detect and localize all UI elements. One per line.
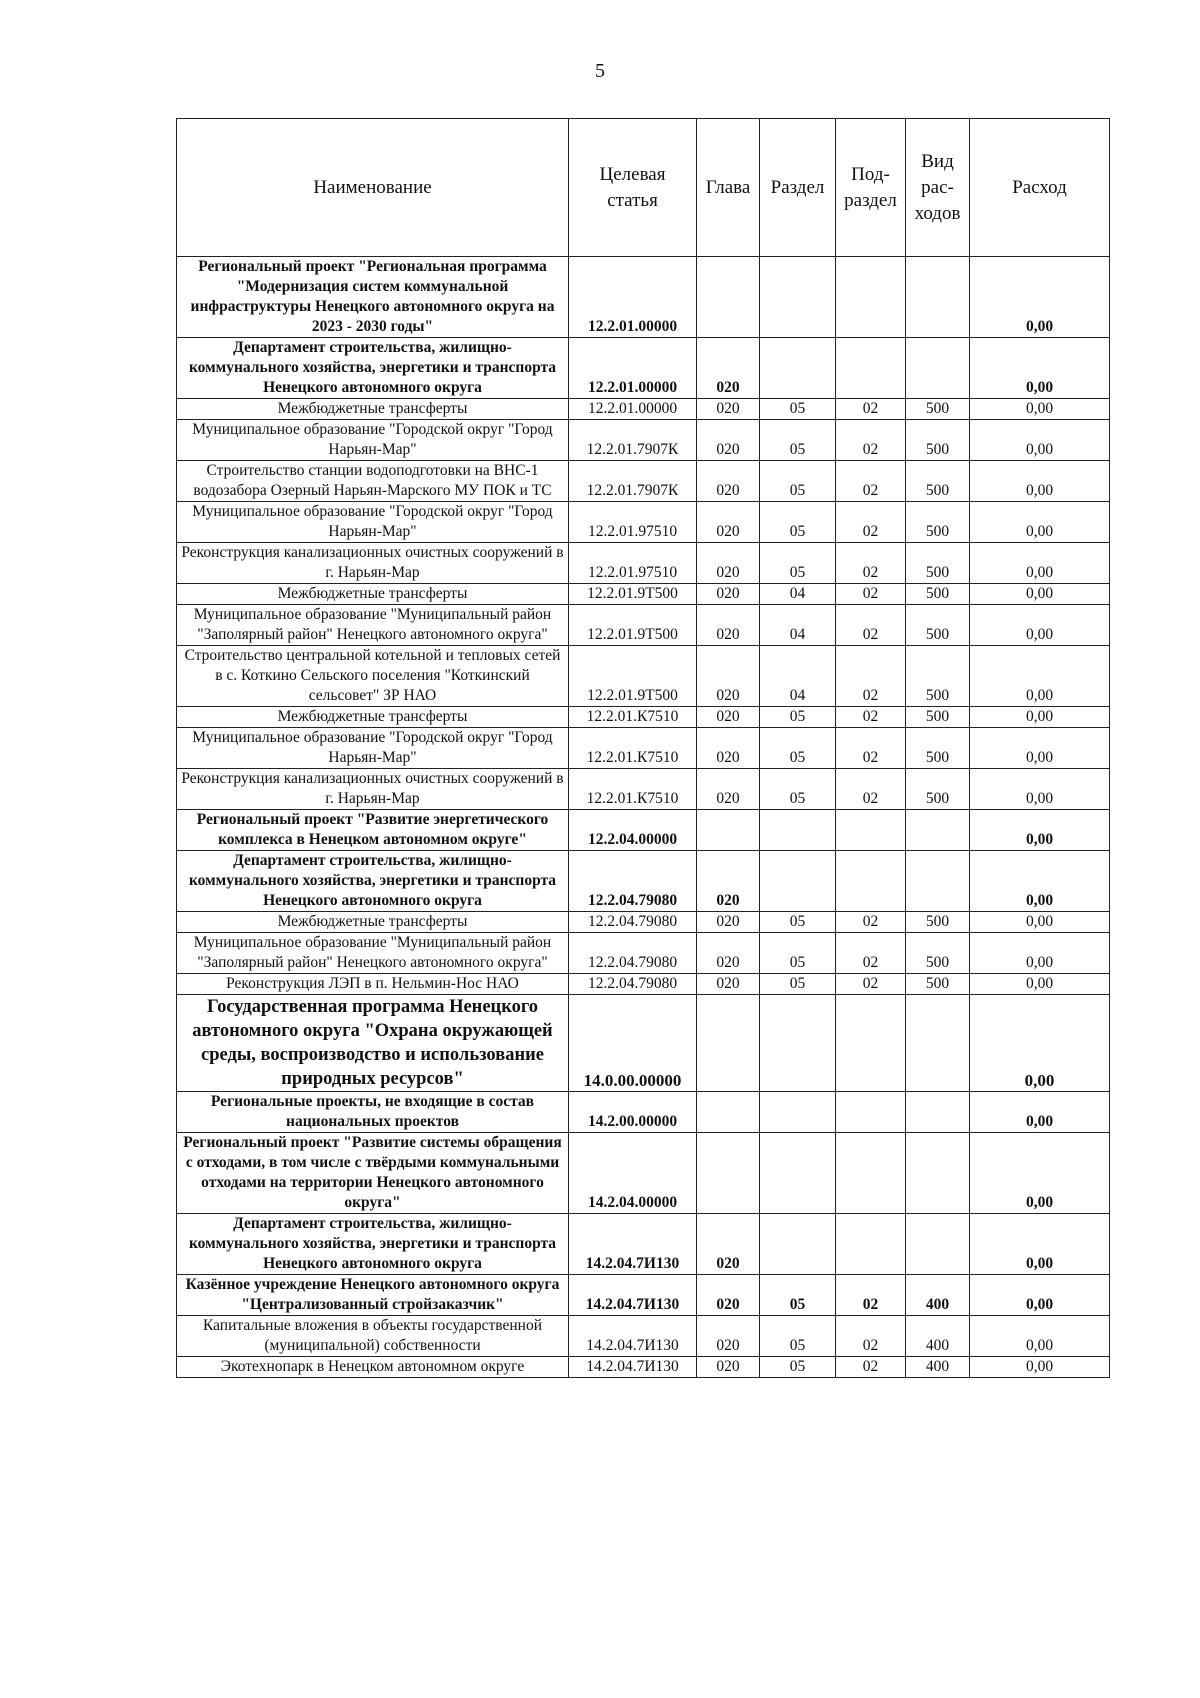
cell-amount: 0,00 [970,1275,1110,1316]
table-row [177,851,1110,912]
cell-expense-type: 500 [906,912,970,933]
cell-expense-type: 400 [906,1275,970,1316]
table-row [177,707,1110,728]
cell-name: Департамент строительства, жилищно-коммунального хозяйства, энергетики и транспорта Ненецкого автономного округа [177,338,569,399]
page-number: 5 [595,60,605,82]
cell-section [760,257,836,338]
cell-expense-type: 400 [906,1316,970,1357]
cell-target: 12.2.01.00000 [569,257,697,338]
cell-target: 14.2.04.7И130 [569,1275,697,1316]
cell-target: 12.2.01.97510 [569,502,697,543]
cell-expense-type: 500 [906,502,970,543]
cell-chapter: 020 [697,933,760,974]
table-row [177,974,1110,995]
cell-subsection: 02 [836,769,906,810]
cell-name: Муниципальное образование "Городской округ "Город Нарьян-Мар" [177,502,569,543]
cell-expense-type [906,1214,970,1275]
table-row [177,995,1110,1092]
cell-amount: 0,00 [970,933,1110,974]
cell-name: Региональный проект "Развитие энергетического комплекса в Ненецком автономном округе" [177,810,569,851]
cell-section: 05 [760,502,836,543]
header-chapter: Глава [697,119,760,257]
cell-subsection: 02 [836,584,906,605]
table-row [177,420,1110,461]
cell-subsection: 02 [836,543,906,584]
cell-chapter [697,810,760,851]
cell-section [760,810,836,851]
cell-name: Муниципальное образование "Муниципальный район "Заполярный район" Ненецкого автономного округа" [177,933,569,974]
table-row [177,1275,1110,1316]
cell-amount: 0,00 [970,1092,1110,1133]
cell-chapter: 020 [697,707,760,728]
cell-target: 14.2.04.7И130 [569,1357,697,1378]
table-row [177,605,1110,646]
cell-subsection [836,257,906,338]
cell-target: 12.2.01.9Т500 [569,584,697,605]
table-row [177,502,1110,543]
cell-expense-type: 500 [906,420,970,461]
table-row [177,338,1110,399]
cell-expense-type: 500 [906,728,970,769]
cell-expense-type: 500 [906,584,970,605]
table-row [177,1357,1110,1378]
cell-amount: 0,00 [970,605,1110,646]
cell-section [760,338,836,399]
cell-section [760,1133,836,1214]
cell-section: 04 [760,584,836,605]
cell-target: 12.2.01.9Т500 [569,605,697,646]
cell-expense-type [906,1092,970,1133]
cell-target: 12.2.01.К7510 [569,707,697,728]
table-row [177,728,1110,769]
cell-subsection: 02 [836,912,906,933]
table-row [177,584,1110,605]
table-row [177,543,1110,584]
cell-subsection: 02 [836,502,906,543]
cell-name: Региональный проект "Развитие системы обращения с отходами, в том числе с твёрдыми коммунальными отходами на территории Ненецкого автономного округа" [177,1133,569,1214]
cell-name: Межбюджетные трансферты [177,584,569,605]
table-row [177,933,1110,974]
cell-subsection: 02 [836,646,906,707]
cell-chapter [697,257,760,338]
cell-chapter [697,995,760,1092]
table-row [177,646,1110,707]
cell-amount: 0,00 [970,646,1110,707]
cell-target: 14.2.04.00000 [569,1133,697,1214]
cell-target: 12.2.04.00000 [569,810,697,851]
cell-section: 04 [760,605,836,646]
table-row [177,769,1110,810]
cell-target: 12.2.01.00000 [569,399,697,420]
cell-amount: 0,00 [970,257,1110,338]
cell-name: Реконструкция канализационных очистных сооружений в г. Нарьян-Мар [177,769,569,810]
cell-target: 12.2.04.79080 [569,851,697,912]
cell-chapter: 020 [697,605,760,646]
header-name: Наименование [177,119,569,257]
cell-amount: 0,00 [970,810,1110,851]
cell-target: 12.2.01.К7510 [569,728,697,769]
cell-name: Реконструкция ЛЭП в п. Нельмин-Нос НАО [177,974,569,995]
cell-subsection: 02 [836,399,906,420]
cell-target: 12.2.01.00000 [569,338,697,399]
cell-chapter: 020 [697,420,760,461]
cell-subsection [836,995,906,1092]
cell-expense-type: 500 [906,461,970,502]
cell-expense-type: 400 [906,1357,970,1378]
cell-amount: 0,00 [970,707,1110,728]
cell-target: 14.2.00.00000 [569,1092,697,1133]
cell-subsection [836,851,906,912]
cell-name: Государственная программа Ненецкого автономного округа "Охрана окружающей среды, воспроизводство и использование природных ресурсов" [177,995,569,1092]
cell-name: Департамент строительства, жилищно-коммунального хозяйства, энергетики и транспорта Ненецкого автономного округа [177,851,569,912]
cell-section: 05 [760,543,836,584]
cell-target: 14.2.04.7И130 [569,1316,697,1357]
table-row [177,461,1110,502]
cell-target: 12.2.04.79080 [569,933,697,974]
cell-expense-type: 500 [906,933,970,974]
cell-target: 12.2.01.7907К [569,420,697,461]
cell-expense-type [906,995,970,1092]
cell-target: 12.2.04.79080 [569,912,697,933]
cell-expense-type: 500 [906,543,970,584]
cell-subsection: 02 [836,707,906,728]
cell-section: 05 [760,912,836,933]
table-row [177,1316,1110,1357]
cell-section: 05 [760,1275,836,1316]
cell-amount: 0,00 [970,769,1110,810]
cell-chapter [697,1092,760,1133]
cell-expense-type: 500 [906,605,970,646]
cell-expense-type: 500 [906,399,970,420]
cell-section [760,1092,836,1133]
cell-target: 12.2.01.97510 [569,543,697,584]
cell-target: 12.2.01.К7510 [569,769,697,810]
table-row [177,810,1110,851]
cell-name: Межбюджетные трансферты [177,912,569,933]
cell-amount: 0,00 [970,543,1110,584]
cell-chapter: 020 [697,912,760,933]
cell-amount: 0,00 [970,584,1110,605]
header-subsection: Под-раздел [836,119,906,257]
cell-name: Муниципальное образование "Городской округ "Город Нарьян-Мар" [177,420,569,461]
cell-amount: 0,00 [970,1214,1110,1275]
cell-expense-type: 500 [906,974,970,995]
cell-chapter: 020 [697,1316,760,1357]
cell-amount: 0,00 [970,974,1110,995]
cell-chapter: 020 [697,1214,760,1275]
cell-name: Департамент строительства, жилищно-коммунального хозяйства, энергетики и транспорта Ненецкого автономного округа [177,1214,569,1275]
cell-section: 05 [760,769,836,810]
cell-name: Муниципальное образование "Городской округ "Город Нарьян-Мар" [177,728,569,769]
cell-section: 05 [760,1316,836,1357]
cell-section: 05 [760,707,836,728]
cell-target: 12.2.01.9Т500 [569,646,697,707]
cell-subsection [836,1214,906,1275]
cell-chapter: 020 [697,461,760,502]
cell-subsection: 02 [836,1357,906,1378]
cell-chapter: 020 [697,543,760,584]
cell-name: Муниципальное образование "Муниципальный район "Заполярный район" Ненецкого автономного округа" [177,605,569,646]
cell-subsection [836,338,906,399]
cell-amount: 0,00 [970,399,1110,420]
cell-subsection: 02 [836,420,906,461]
cell-amount: 0,00 [970,461,1110,502]
cell-name: Межбюджетные трансферты [177,399,569,420]
table-row [177,399,1110,420]
cell-name: Реконструкция канализационных очистных сооружений в г. Нарьян-Мар [177,543,569,584]
cell-target: 14.2.04.7И130 [569,1214,697,1275]
cell-subsection: 02 [836,728,906,769]
table-row [177,1092,1110,1133]
cell-chapter: 020 [697,1357,760,1378]
cell-name: Строительство станции водоподготовки на ВНС-1 водозабора Озерный Нарьян-Марского МУ ПОК и ТС [177,461,569,502]
cell-subsection: 02 [836,1316,906,1357]
cell-chapter [697,1133,760,1214]
cell-name: Капитальные вложения в объекты государственной (муниципальной) собственности [177,1316,569,1357]
table-row [177,1214,1110,1275]
cell-expense-type [906,257,970,338]
cell-expense-type [906,851,970,912]
cell-target: 12.2.01.7907К [569,461,697,502]
cell-expense-type [906,810,970,851]
cell-target: 12.2.04.79080 [569,974,697,995]
cell-expense-type: 500 [906,769,970,810]
cell-subsection: 02 [836,974,906,995]
cell-amount: 0,00 [970,1357,1110,1378]
cell-amount: 0,00 [970,1316,1110,1357]
cell-name: Экотехнопарк в Ненецком автономном округе [177,1357,569,1378]
cell-expense-type [906,1133,970,1214]
cell-name: Региональный проект "Региональная программа "Модернизация систем коммунальной инфраструктуры Ненецкого автономного округа на 2023 - 2030 годы" [177,257,569,338]
cell-section: 05 [760,933,836,974]
cell-chapter: 020 [697,769,760,810]
cell-subsection [836,1133,906,1214]
cell-amount: 0,00 [970,338,1110,399]
cell-amount: 0,00 [970,728,1110,769]
cell-section: 05 [760,1357,836,1378]
cell-amount: 0,00 [970,502,1110,543]
cell-section: 05 [760,728,836,769]
cell-subsection: 02 [836,1275,906,1316]
cell-expense-type: 500 [906,707,970,728]
cell-name: Строительство центральной котельной и тепловых сетей в с. Коткино Сельского поселения "Коткинский сельсовет" ЗР НАО [177,646,569,707]
cell-amount: 0,00 [970,851,1110,912]
cell-chapter: 020 [697,338,760,399]
table-row [177,912,1110,933]
cell-section: 05 [760,974,836,995]
cell-expense-type: 500 [906,646,970,707]
header-section: Раздел [760,119,836,257]
cell-subsection: 02 [836,605,906,646]
cell-amount: 0,00 [970,995,1110,1092]
cell-section: 04 [760,646,836,707]
cell-chapter: 020 [697,502,760,543]
table-row [177,257,1110,338]
header-expense-type: Вид рас-ходов [906,119,970,257]
cell-subsection [836,1092,906,1133]
cell-target: 14.0.00.00000 [569,995,697,1092]
cell-chapter: 020 [697,584,760,605]
cell-chapter: 020 [697,974,760,995]
cell-amount: 0,00 [970,912,1110,933]
cell-subsection: 02 [836,461,906,502]
cell-section: 05 [760,461,836,502]
cell-section [760,851,836,912]
cell-section [760,1214,836,1275]
cell-section: 05 [760,420,836,461]
cell-amount: 0,00 [970,420,1110,461]
cell-chapter: 020 [697,399,760,420]
cell-name: Межбюджетные трансферты [177,707,569,728]
cell-chapter: 020 [697,1275,760,1316]
header-target: Целевая статья [569,119,697,257]
cell-section: 05 [760,399,836,420]
cell-name: Региональные проекты, не входящие в состав национальных проектов [177,1092,569,1133]
cell-subsection [836,810,906,851]
header-amount: Расход [970,119,1110,257]
cell-subsection: 02 [836,933,906,974]
cell-chapter: 020 [697,851,760,912]
cell-expense-type [906,338,970,399]
cell-chapter: 020 [697,728,760,769]
cell-amount: 0,00 [970,1133,1110,1214]
cell-chapter: 020 [697,646,760,707]
table-row [177,1133,1110,1214]
cell-section [760,995,836,1092]
cell-name: Казённое учреждение Ненецкого автономного округа "Централизованный стройзаказчик" [177,1275,569,1316]
table-header-row [177,119,1110,257]
budget-table [176,118,1110,1378]
